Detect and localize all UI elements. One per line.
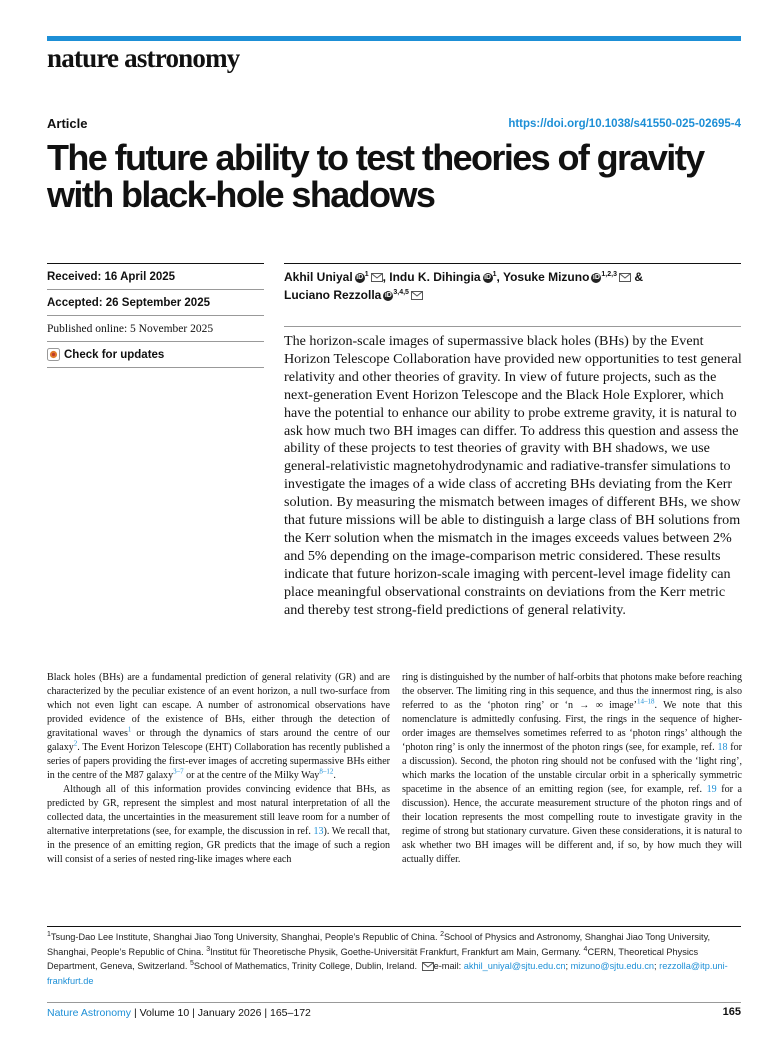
citation-link[interactable]: 14–18 — [636, 697, 655, 706]
abstract: The horizon-scale images of supermassive black holes (BHs) by the Event Horizon Telescope Collaboration have provided new opportunities to test general relativity and other theories of gravity. In view of future projects, such as the next-generation Event Horizon Telescope and the Black Hole Explorer, which have the potential to enhance our ability to probe extreme gravity, it is natural to ask how much two BH images can differ. To address this question and assess the ability of these projects to test theories of gravity with BH shadows, we use general-relativistic magnetohydrodynamic and radiative-transfer simulations to investigate the images of a wide class of accreting BHs deviating from the Kerr solution. By measuring the mismatch between images of different BHs, we show that future missions will be able to distinguish a large class of BH solutions from the Kerr solution when the mismatch in the images exceeds values between 2% and 5% depending on the image-comparison metric considered. These results indicate that future horizon-scale imaging with percent-level image fidelity can place meaningful observational constraints on deviations from the Kerr metric and thereby test strong-field predictions of general relativity. — [284, 333, 742, 618]
check-updates-button[interactable] — [47, 348, 164, 361]
body-column-left — [47, 671, 390, 867]
orcid-icon[interactable]: iD — [356, 273, 364, 281]
affiliations-footnote: $^1$Tsung-Dao Lee Institute, Shanghai Jiao Tong University, Shanghai, People’s Republic of China. $^2$School of Physics and Astronomy, Shanghai Jiao Tong University, Shanghai, People’s Republic of China. $^3$Institut für Theoretische Physik, Goethe-Universität Frankfurt, Frankfurt am Main, Germany. $^4$CERN, Theoretical Physics Department, Geneva, Switzerland. $^5$School of Mathematics, Trinity College, Dublin, Ireland. e-mail: akhil_uniyal@sjtu.edu.cn; mizuno@sjtu.edu.cn; rezzolla@itp.uni-frankfurt.de — [47, 930, 728, 986]
email-icon — [422, 962, 434, 971]
article-title: The future ability to test theories of gravity with black-hole shadows — [47, 137, 704, 215]
email-icon[interactable] — [619, 273, 631, 282]
author-name[interactable]: Luciano Rezzolla — [284, 288, 382, 302]
citation-link[interactable]: 1 — [127, 725, 132, 734]
article-type: Article — [47, 116, 88, 131]
divider — [47, 367, 264, 368]
published-date: Published online: 5 November 2025 — [47, 323, 214, 335]
affiliation-ref: 1,2,3 — [601, 271, 617, 278]
journal-logo: nature astronomy — [47, 43, 240, 73]
divider — [47, 926, 741, 927]
author-name[interactable]: Akhil Uniyal — [284, 270, 353, 284]
citation-link[interactable]: 3–7 — [173, 767, 184, 776]
received-date: Received: 16 April 2025 — [47, 271, 176, 283]
footer-journal-link[interactable]: Nature Astronomy — [47, 1007, 132, 1019]
affiliation-ref: 1 — [492, 271, 497, 278]
check-updates-icon — [47, 348, 60, 361]
body-column-right — [402, 671, 742, 867]
orcid-icon[interactable]: iD — [484, 273, 492, 281]
doi-link[interactable]: https://doi.org/10.1038/s41550-025-02695-4 — [508, 118, 741, 130]
citation-link[interactable]: 13 — [313, 826, 324, 837]
orcid-icon[interactable]: iD — [592, 273, 600, 281]
paragraph: Black holes (BHs) are a fundamental prediction of general relativity (GR) and are characterized by the peculiar existence of an event horizon, a null two-surface from which not even light can escape. A number of astronomical observations have provided evidence of the existence of BHs, either through the detection of gravitational waves$^1$ or through the dynamics of stars around the centre of our galaxy$^2$. The Event Horizon Telescope (EHT) Collaboration has recently published a series of papers providing the first-ever images of accreting supermassive BHs either in the centre of the M87 galaxy$^{3-7}$ or at the centre of the Milky Way$^{8-12}$. — [47, 672, 390, 781]
citation-link[interactable]: 19 — [706, 784, 717, 795]
author-name[interactable]: Yosuke Mizuno — [502, 270, 590, 284]
email-link[interactable]: mizuno@sjtu.edu.cn — [570, 961, 655, 971]
divider — [47, 341, 264, 342]
email-icon[interactable] — [411, 291, 423, 300]
journal-accent-bar — [47, 36, 741, 41]
footer-citation: Nature Astronomy | Volume 10 | January 2026 | 165–172 — [47, 1007, 311, 1019]
email-icon[interactable] — [371, 273, 383, 282]
divider — [47, 263, 264, 264]
divider — [284, 263, 741, 264]
author-list: Akhil Uniyal iD $^1$ , Indu K. Dihingia iD $^1$, Yosuke Mizuno iD $^{1,2,3}$ & Luciano Rezzolla iD $^{3,4,5}$ — [284, 270, 643, 302]
orcid-icon[interactable]: iD — [384, 291, 392, 299]
citation-link[interactable]: 18 — [717, 742, 728, 753]
accepted-date: Accepted: 26 September 2025 — [47, 297, 210, 309]
divider — [47, 1002, 741, 1003]
paragraph: Although all of this information provides convincing evidence that BHs, as predicted by GR, represent the simplest and most natural interpretation of all the collected data, the uncertainties in the measurement still leave room for a number of alternative interpretations (see, for example, the discussion in ref. 13). We recall that, in the presence of an emitting region, GR predicts that the image of such a region will consist of a series of nested ring-like images where each — [47, 784, 390, 865]
divider — [47, 315, 264, 316]
divider — [284, 326, 741, 327]
page-number: 165 — [722, 1006, 741, 1018]
email-link[interactable]: akhil_uniyal@sjtu.edu.cn — [463, 961, 566, 971]
citation-link[interactable]: 2 — [73, 739, 78, 748]
affiliation-ref: 1 — [364, 271, 369, 278]
affiliation-ref: 3,4,5 — [393, 289, 409, 296]
paragraph: ring is distinguished by the number of half-orbits that photons make before reaching the observer. The limiting ring in this sequence, and thus the innermost ring, is also referred to as the ‘photon ring’ or ‘n → ∞ image’$^{14-18}$. We note that this nomenclature is admittedly confusing. First, the rings in the sequence of higher-order images are themselves sometimes referred to as ‘photon rings’ although the ‘photon ring’ is only the innermost of the photon rings (see, for example, ref. 18 for a discussion). Second, the photon ring should not be confused with the ‘light ring’, which marks the location of the unstable circular orbit in a spherically symmetric spacetime in the absence of an emitting region (see, for example, ref. 19 for a discussion). Hence, the accurate measurement structure of the photon rings and of their location represents the most compelling route to investigate gravity in the regime of strong but stationary curvature. Given these considerations, it is natural to ask whether two BH images will be different and, if so, by how much they will actually differ. — [402, 672, 742, 865]
email-link[interactable]: rezzolla@itp.uni-frankfurt.de — [47, 961, 728, 986]
citation-link[interactable]: 8–12 — [319, 767, 334, 776]
check-updates-label: Check for updates — [64, 348, 165, 361]
author-name[interactable]: Indu K. Dihingia — [389, 270, 481, 284]
divider — [47, 289, 264, 290]
